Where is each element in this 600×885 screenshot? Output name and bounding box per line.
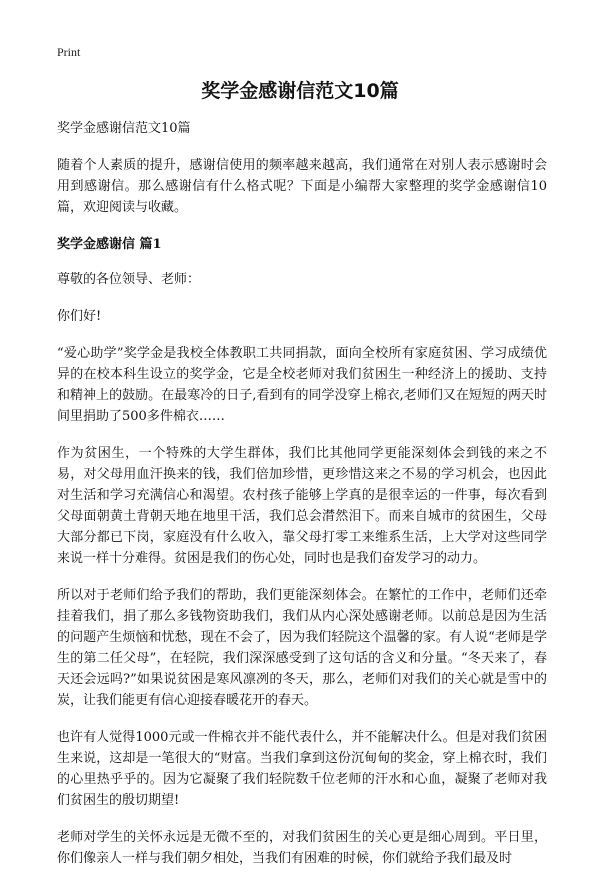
body-paragraph: “爱心助学”奖学金是我校全体教职工共同捐款，面向全校所有家庭贫困、学习成绩优异的在校本科生设立的奖学金，它是全校老师对我们贫困生一种经济上的援助、支持和精神上的鼓励。在最寒冷的日子,看到有的同学没穿上棉衣,老师们又在短短的两天时间里捐助了500多件棉衣…… [57, 346, 547, 424]
article-body [57, 118, 547, 885]
intro-paragraph: 随着个人素质的提升，感谢信使用的频率越来越高，我们通常在对别人表示感谢时会用到感谢信。那么感谢信有什么格式呢？下面是小编帮大家整理的奖学金感谢信10篇，欢迎阅读与收藏。 [57, 158, 547, 215]
section-heading: 奖学金感谢信 篇1 [57, 237, 162, 252]
greeting: 你们好! [57, 309, 102, 324]
body-paragraph: 所以对于老师们给予我们的帮助，我们更能深刻体会。在繁忙的工作中，老师们还牵挂着我们，捐了那么多钱物资助我们，我们从内心深处感谢老师。以前总是因为生活的问题产生烦恼和忧愁，现在不会了，因为我们轻院这个温馨的家。有人说“老师是学生的第二任父母”，在轻院，我们深深感受到了这句话的含义和分量。“冬天来了，春天还会远吗?”如果说贫困是寒风凛冽的冬天，那么，老师们对我们的关心就是雪中的炭，让我们能更有信心迎接春暖花开的春天。 [57, 588, 547, 708]
body-paragraph: 老师对学生的关怀永远是无微不至的，对我们贫困生的关心更是细心周到。平日里，你们像亲人一样与我们朝夕相处，当我们有困难的时候，你们就给予我们最及时 [57, 830, 547, 866]
print-link[interactable]: Print [57, 45, 81, 59]
body-paragraph: 也许有人觉得1000元或一件棉衣并不能代表什么，并不能解决什么。但是对我们贫困生来说，这却是一笔很大的“财富。当我们拿到这份沉甸甸的奖金，穿上棉衣时，我们的心里热乎乎的。因为它凝聚了我们轻院数千位老师的汗水和心血，凝聚了老师对我们贫困生的殷切期望! [57, 730, 547, 808]
page-title: 奖学金感谢信范文10篇 [201, 80, 399, 102]
article-subtitle: 奖学金感谢信范文10篇 [57, 121, 191, 136]
body-paragraph: 作为贫困生，一个特殊的大学生群体，我们比其他同学更能深刻体会到钱的来之不易，对父母用血汗换来的钱，我们倍加珍惜，更珍惜这来之不易的学习机会，也因此对生活和学习充满信心和渴望。农村孩子能够上学真的是很幸运的一件事，每次看到父母面朝黄土背朝天地在地里干活，我们总会潸然泪下。而来自城市的贫困生，父母大部分都已下岗，家庭没有什么收入，靠父母打零工来维系生活，上大学对这些同学来说一样十分难得。贫困是我们的伤心处，同时也是我们奋发学习的动力。 [57, 446, 547, 566]
salutation: 尊敬的各位领导、老师： [57, 272, 201, 287]
